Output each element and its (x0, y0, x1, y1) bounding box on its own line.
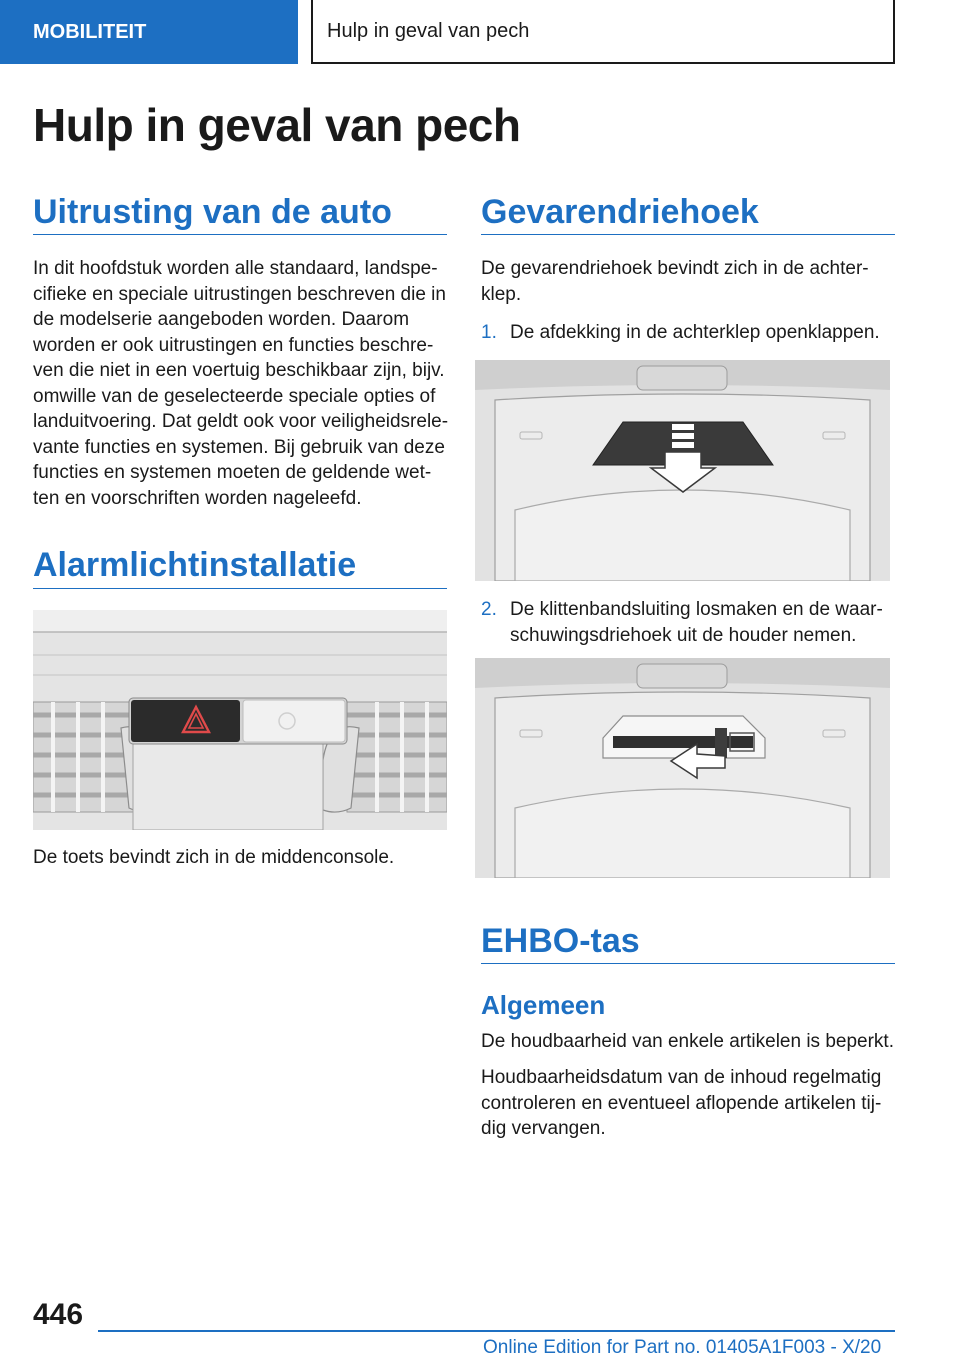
footer-rule (98, 1330, 895, 1332)
equipment-heading: Uitrusting van de auto (33, 193, 392, 231)
header-section-tab (0, 0, 298, 64)
general-line: dig vervangen. (481, 1118, 606, 1139)
warning-triangle-heading: Gevarendriehoek (481, 193, 759, 231)
velcro-strap-illustration (475, 658, 890, 878)
step-text: De afdekking in de achterklep openklappen. (510, 322, 880, 343)
step-text: De klittenbandsluiting losmaken en de waar- (510, 599, 883, 620)
tailgate-cover-figure (475, 360, 890, 581)
hazard-lights-heading-rule (33, 588, 447, 589)
equipment-line: ten en voorschriften worden nageleefd. (33, 487, 362, 509)
equipment-line: functies en systemen moeten de geldende wet- (33, 462, 432, 483)
warning-triangle-line: De gevarendriehoek bevindt zich in de achter- (481, 258, 869, 279)
warning-triangle-heading-rule (481, 234, 895, 235)
step-text: schuwingsdriehoek uit de houder nemen. (510, 624, 857, 646)
equipment-heading-rule (33, 234, 447, 235)
tailgate-cover-illustration (475, 360, 890, 581)
warning-triangle-paragraph (481, 256, 901, 307)
warning-triangle-line: klep. (481, 283, 522, 305)
hazard-button-illustration (33, 610, 447, 830)
hazard-lights-heading: Alarmlichtinstallatie (33, 546, 357, 584)
header-section-label: MOBILITEIT (33, 20, 147, 43)
step-item-1 (481, 320, 901, 346)
equipment-line: ven die niet in een voertuig beschikbaar zijn, bijv. (33, 360, 445, 381)
equipment-line: omwille van de geselecteerde speciale opties of (33, 385, 436, 407)
hazard-lights-caption: De toets bevindt zich in de middenconsole. (33, 847, 395, 868)
velcro-strap-figure (475, 658, 890, 878)
general-paragraph-2 (481, 1065, 901, 1142)
hazard-button-figure (33, 610, 447, 830)
header-chapter-box (311, 0, 895, 64)
general-line: Houdbaarheidsdatum van de inhoud regelmatig (481, 1067, 882, 1088)
page-title: Hulp in geval van pech (33, 99, 521, 151)
page-number: 446 (33, 1298, 84, 1331)
general-subheading: Algemeen (481, 990, 606, 1020)
equipment-line: vante functies en systemen. Bij gebruik van deze (33, 436, 445, 458)
step-number: 2. (481, 599, 497, 620)
first-aid-kit-heading-rule (481, 963, 895, 964)
equipment-line: worden er ook uitrustingen en functies beschre- (33, 334, 434, 356)
general-line: controleren en eventueel aflopende artikelen tij- (481, 1092, 882, 1114)
equipment-line: landuitvoering. Dat geldt ook voor veiligheidsrele- (33, 411, 449, 432)
equipment-paragraph (33, 256, 453, 511)
equipment-line: In dit hoofdstuk worden alle standaard, landspe- (33, 258, 438, 279)
equipment-line: de modelserie aangeboden worden. Daarom (33, 309, 410, 330)
footer-edition: Online Edition for Part no. 01405A1F003 - X/20 (483, 1337, 882, 1358)
general-paragraph-1: De houdbaarheid van enkele artikelen is beperkt. (481, 1031, 894, 1052)
equipment-line: cifieke en speciale uitrustingen beschreven die in (33, 283, 446, 305)
step-item-2 (481, 597, 901, 649)
first-aid-kit-heading: EHBO-tas (481, 922, 640, 960)
step-number: 1. (481, 322, 497, 343)
header-chapter-label: Hulp in geval van pech (327, 19, 530, 42)
